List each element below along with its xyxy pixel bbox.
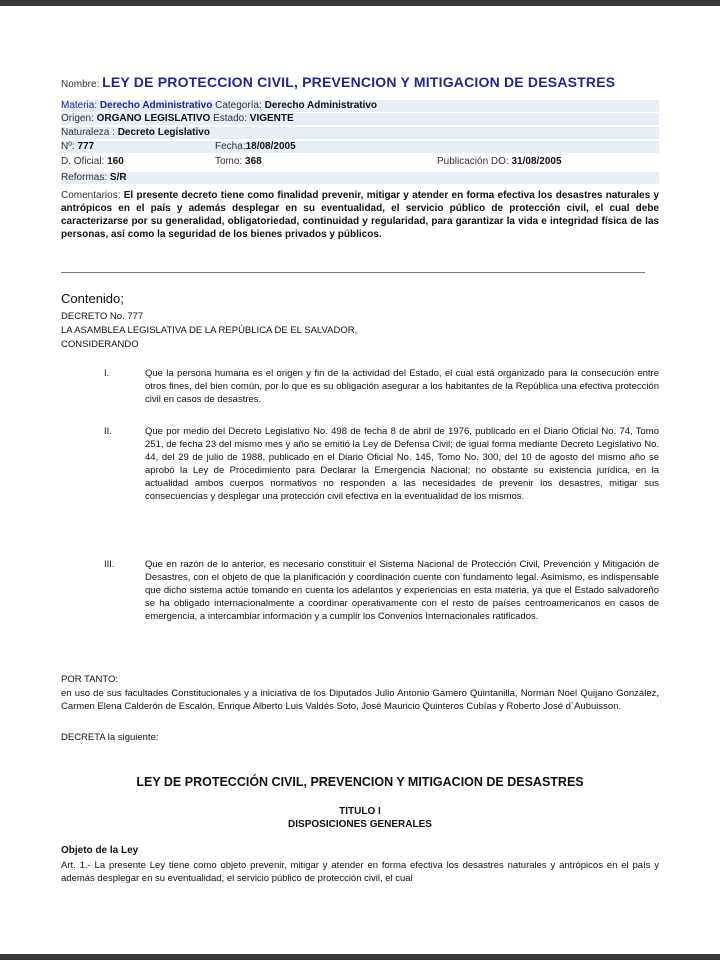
materia-row: Materia: Derecho Administrativo Categoría: Derecho Administrativo (61, 100, 659, 112)
contenido-heading: Contenido; (61, 291, 124, 306)
titulo-heading: TITULO I (339, 806, 381, 817)
law-title: LEY DE PROTECCIÓN CIVIL, PREVENCION Y MITIGACION DE DESASTRES (136, 775, 584, 789)
disposiciones-heading: DISPOSICIONES GENERALES (288, 819, 432, 830)
decreto-number: DECRETO No. 777 (61, 311, 144, 322)
comentarios: Comentarios: El presente decreto tiene como finalidad prevenir, mitigar y atender en forma efectiva los desastres naturales y antrópicos en el país y además desplegar en su eventualidad, el servicio público de protección civil, el cual debe caracterizarse por su generalidad, obligatoriedad, continuidad y regularidad, para garantizar la vida e integridad física de las personas, así como la seguridad de los bienes privados y públicos. (61, 190, 660, 240)
por-tanto: POR TANTO: (61, 674, 119, 685)
asamblea-line: LA ASAMBLEA LEGISLATIVA DE LA REPÚBLICA DE EL SALVADOR, (61, 325, 358, 336)
decreta-line: DECRETA la siguiente: (61, 732, 159, 743)
reformas-row: Reformas: S/R (61, 172, 659, 184)
objeto-heading: Objeto de la Ley (61, 845, 139, 856)
document-page: Nombre: LEY DE PROTECCION CIVIL, PREVENCION Y MITIGACION DE DESASTRES Materia: Derecho Administrativo Categoría: Derecho Administrativo Origen: ORGANO LEGISLATIVO Estado: VIGENTE Naturaleza : Decreto Legislativo Nº: 777 Fecha:18/08/2005 D. Oficial: 160 Tomo: 368 Publicación DO: 31/08/2005 Reformas: S/R Comentarios: El presente decreto tiene como finalidad prevenir, mitigar y atender en forma efectiva los desastres naturales y antrópicos en el país y además desplegar en su eventualidad, el servicio público de protección civil, el cual debe caracterizarse por su generalidad, obligatoriedad, continuidad y regularidad, para garantizar la vida e integridad física de las personas, así como la seguridad de los bienes privados y públicos. Contenido; DECRETO No. 777 LA ASAMBLEA LEGISLATIVA DE LA REPÚBLICA DE EL SALVADOR, CONSIDERANDO I. Que la persona humana es el origen y fin de la actividad del Estado, el cual está organizado para la consecución entre otros fines, del bien común, por lo que es su obligación asegurar a los habitantes de la República una efectiva protección civil en casos de desastres. II. Que por medio del Decreto Legislativo No. 498 de fecha 8 de abril de 1976, publicado en el Diario Oficial No. 74, Tomo 251, de fecha 23 del mismo mes y año se emitió la Ley de Defensa Civil; de igual forma mediante Decreto Legislativo No. 44, del 29 de julio de 1988, publicado en el Diario Oficial No. 145, Tomo No. 300, del 10 de agosto del mismo año se aprobó la Ley de Procedimiento para Declarar la Emergencia Nacional; no obstante su existencia jurídica, en la actualidad ambos cuerpos normativos no responden a las necesidades de prevenir los desastres, mitigar sus consecuencias y desplegar una protección civil efectiva en la eventualidad de los mismos. III. Que en razón de lo anterior, es necesario constituir el Sistema Nacional de Protección Civil, Prevención y Mitigación de Desastres, con el objeto de que la planificación y coordinación cuente con fundamento legal. Asimismo, es indispensable que dicho sistema actúe tomando en cuenta los adelantos y experiencias en esta materia, ya que el Estado salvadoreño se ha obligado internacionalmente a coordinar operativamente con el resto de países centroamericanos en casos de emergencia, a intercambiar información y a cumplir los Convenios Internacionales ratificados. POR TANTO: en uso de sus facultades Constitucionales y a iniciativa de los Diputados Julio Antonio Gamero Quintanilla, Norman Noel Quijano González, Carmen Elena Calderón de Escalón, Enrique Alberto Luis Valdés Soto, José Mauricio Quinteros Cubías y Roberto José d´Aubuisson. DECRETA la siguiente: LEY DE PROTECCIÓN CIVIL, PREVENCION Y MITIGACION DE DESASTRES TITULO I DISPOSICIONES GENERALES Objeto de la Ley Art. 1.- La presente Ley tiene como objeto prevenir, mitigar y atender en forma efectiva los desastres naturales y antrópicos en el país y además desplegar en su eventualidad, el servicio público de protección civil, el cual (0, 6, 720, 954)
por-tanto-text: en uso de sus facultades Constitucionales y a iniciativa de los Diputados Julio Antonio Gamero Quintanilla, Norman Noel Quijano González, Carmen Elena Calderón de Escalón, Enrique Alberto Luis Valdés Soto, José Mauricio Quinteros Cubías y Roberto José d´Aubuisson. (61, 688, 659, 712)
law-name: LEY DE PROTECCION CIVIL, PREVENCION Y MITIGACION DE DESASTRES (102, 74, 616, 90)
divider (61, 272, 645, 273)
nombre-row: Nombre: LEY DE PROTECCION CIVIL, PREVENCION Y MITIGACION DE DESASTRES (61, 74, 616, 90)
naturaleza-row: Naturaleza : Decreto Legislativo (61, 127, 659, 139)
considerando-heading: CONSIDERANDO (61, 339, 139, 350)
origen-row: Origen: ORGANO LEGISLATIVO Estado: VIGENTE (61, 113, 659, 125)
numero-row: Nº: 777 Fecha:18/08/2005 (61, 141, 659, 153)
oficial-row: D. Oficial: 160 Tomo: 368 Publicación DO: 31/08/2005 (61, 156, 562, 167)
article-1: Art. 1.- La presente Ley tiene como objeto prevenir, mitigar y atender en forma efectiva los desastres naturales y antrópicos en el país y además desplegar en su eventualidad, el servicio público de protección civil, el cual (61, 860, 659, 884)
